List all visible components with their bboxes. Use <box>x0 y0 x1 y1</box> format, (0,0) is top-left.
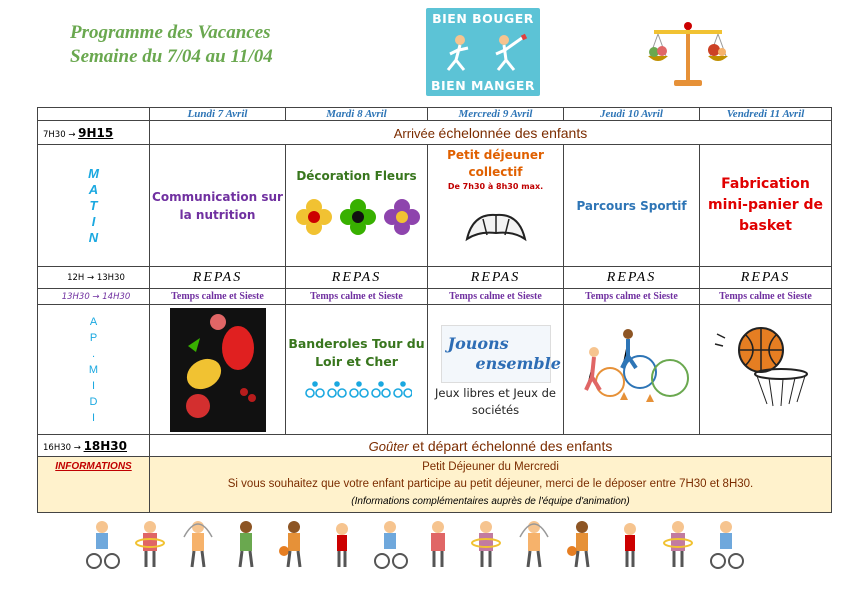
bien-bouger-logo <box>426 8 540 96</box>
informations-label: INFORMATIONS <box>38 457 150 513</box>
croissant-icon <box>461 207 531 249</box>
day-header: Mardi 8 Avril <box>286 108 428 121</box>
info-line-3: (Informations complémentaires auprès de l'équipe d'animation) <box>351 496 630 507</box>
sport-image <box>564 305 700 435</box>
arrival-text: Arrivée échelonnée des enfants <box>150 121 832 145</box>
activity-breakfast: Petit déjeuner collectif De 7h30 à 8h30 max. <box>428 145 564 267</box>
sieste-label: Temps calme et Sieste <box>150 289 286 305</box>
logo-text-top: BIEN BOUGER <box>432 11 534 26</box>
jouons-ensemble-logo: Jouons ensemble <box>441 325 551 383</box>
page-subtitle: Semaine du 7/04 au 11/04 <box>70 46 273 67</box>
sieste-label: Temps calme et Sieste <box>286 289 428 305</box>
depart-time: 16H30 → 18H30 <box>38 435 150 457</box>
sieste-label: Temps calme et Sieste <box>564 289 700 305</box>
activity-nutrition: Communication sur la nutrition <box>150 145 286 267</box>
rest-row <box>38 289 832 305</box>
arrival-row <box>38 121 832 145</box>
repas-label: REPAS <box>428 267 564 289</box>
children-activities-banner <box>72 517 772 571</box>
hoops-icon <box>570 322 694 412</box>
lunch-time: 12H → 13H30 <box>38 267 150 289</box>
arrival-time: 7H30 → 9H15 <box>38 121 150 145</box>
informations-body <box>150 457 832 513</box>
day-header: Jeudi 10 Avril <box>564 108 700 121</box>
activity-parcours: Parcours Sportif <box>564 145 700 267</box>
flowers-icon <box>292 195 422 239</box>
lunch-row <box>38 267 832 289</box>
days-header-row <box>38 108 832 121</box>
repas-label: REPAS <box>150 267 286 289</box>
info-line-1: Petit Déjeuner du Mercredi <box>422 461 559 473</box>
day-header: Mercredi 9 Avril <box>428 108 564 121</box>
info-line-2: Si vous souhaitez que votre enfant participe au petit déjeuner, merci de le déposer entre 7H30 et 8H30. <box>227 478 754 490</box>
repas-label: REPAS <box>564 267 700 289</box>
repas-label: REPAS <box>700 267 832 289</box>
cyclists-icon <box>302 381 412 399</box>
afternoon-row <box>38 305 832 435</box>
page-title: Programme des Vacances <box>70 22 271 43</box>
logo-text-bottom: BIEN MANGER <box>430 78 536 93</box>
depart-text: Goûter et départ échelonné des enfants <box>150 435 832 457</box>
rest-time: 13H30 → 14H30 <box>38 289 150 305</box>
activity-banderoles: Banderoles Tour du Loir et Cher <box>286 305 428 435</box>
day-header: Lundi 7 Avril <box>150 108 286 121</box>
day-header: Vendredi 11 Avril <box>700 108 832 121</box>
sieste-label: Temps calme et Sieste <box>700 289 832 305</box>
depart-row <box>38 435 832 457</box>
corner-cell <box>38 108 150 121</box>
morning-row <box>38 145 832 267</box>
repas-label: REPAS <box>286 267 428 289</box>
activity-jeux: Jouons ensemble Jeux libres et Jeux de sociétés <box>428 305 564 435</box>
matin-label: M A T I N <box>38 145 150 267</box>
fruit-art-image <box>150 305 286 435</box>
info-row <box>38 457 832 513</box>
paper-fruits-icon <box>170 308 266 432</box>
activity-flowers: Décoration Fleurs <box>286 145 428 267</box>
sieste-label: Temps calme et Sieste <box>428 289 564 305</box>
schedule-table <box>37 107 832 513</box>
activity-basket: Fabrication mini-panier de basket <box>700 145 832 267</box>
balance-scale-icon <box>648 14 728 94</box>
apm-label: A P . M I D I <box>38 305 150 435</box>
basketball-icon <box>711 322 821 412</box>
basket-image <box>700 305 832 435</box>
